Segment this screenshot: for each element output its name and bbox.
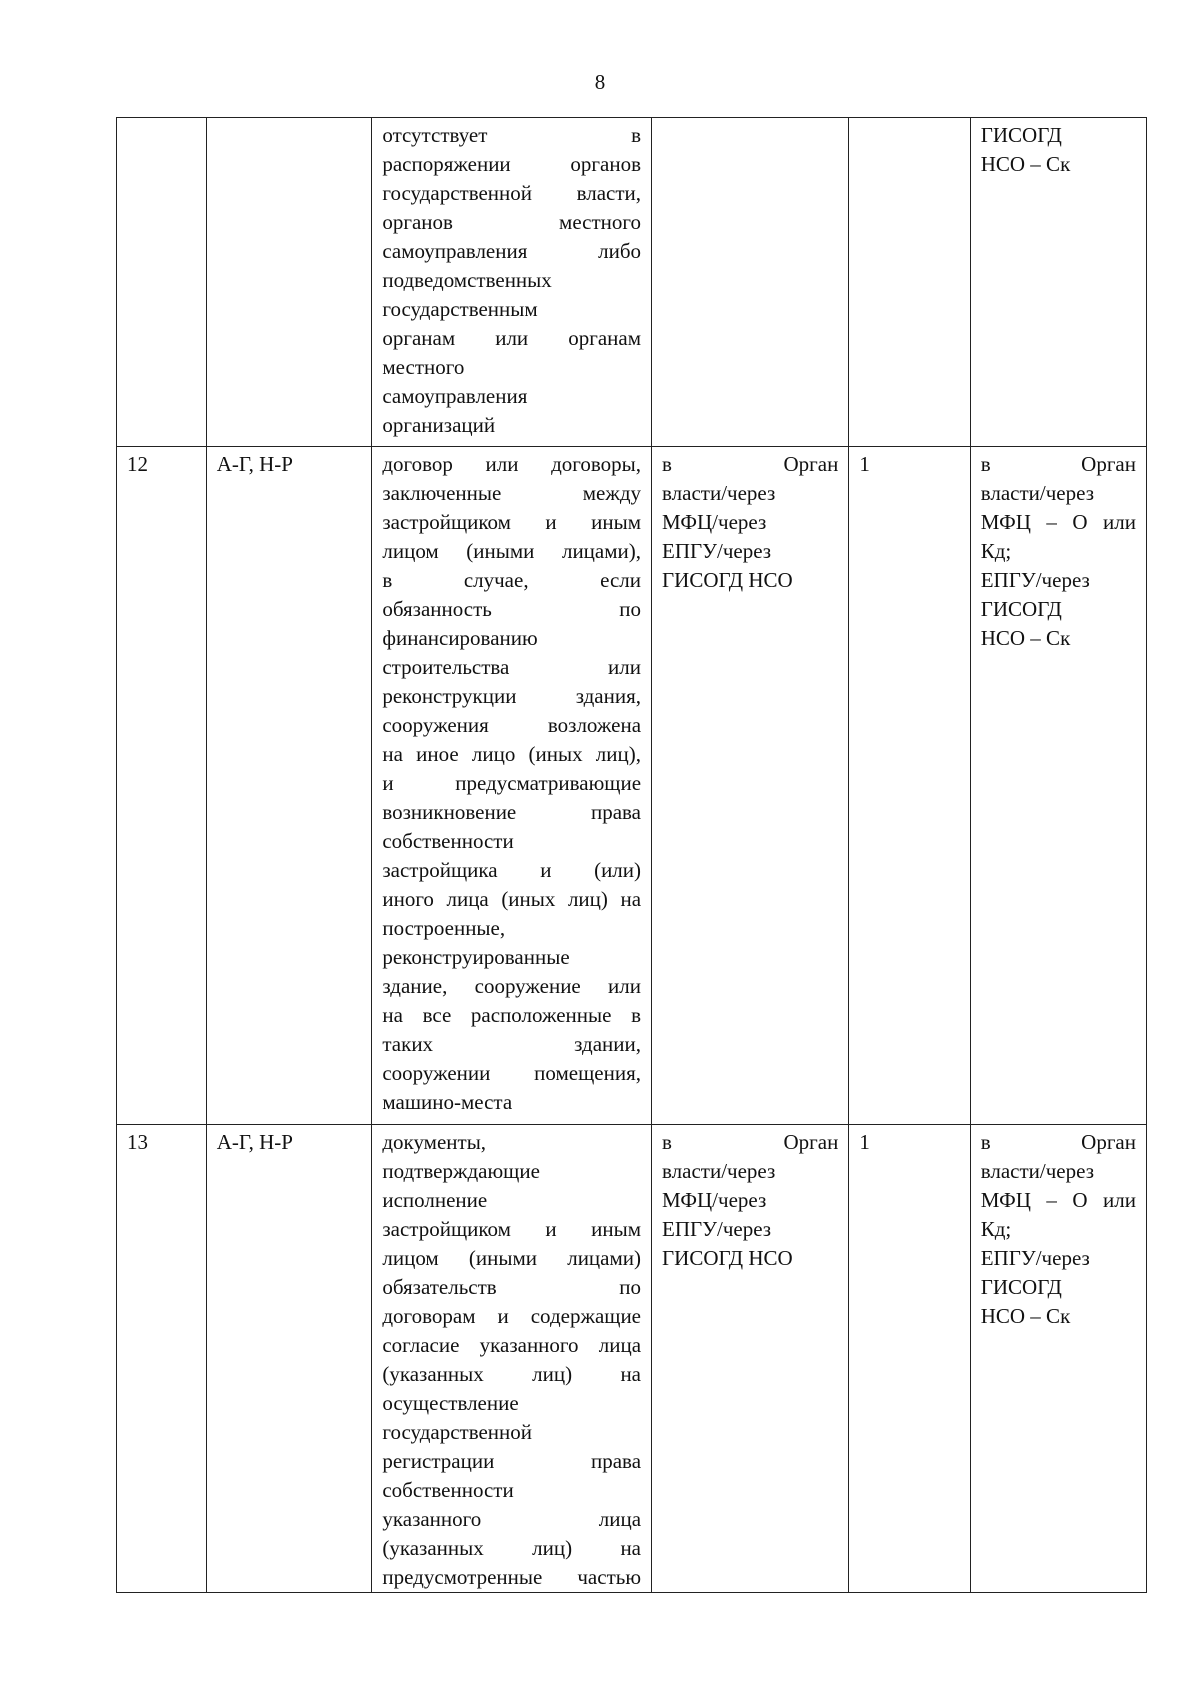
cell-text-line: органам или органам — [382, 326, 642, 350]
cell-text-line: застройщика и (или) — [382, 858, 642, 882]
cell-quantity: 1 — [849, 1125, 970, 1593]
cell-text-line: подтверждающие — [382, 1159, 540, 1183]
cell-text-line: согласие указанного лица — [382, 1333, 642, 1357]
cell-text-line: подведомственных — [382, 268, 552, 292]
cell-text-line: строительства или — [382, 655, 642, 679]
cell-text-line: организаций — [382, 413, 496, 437]
cell-text-line: Кд; — [980, 539, 1012, 563]
cell-text-line: МФЦ/через — [662, 1188, 767, 1212]
cell-quantity: 1 — [849, 447, 970, 1125]
cell-text-line: реконструкции здания, — [382, 684, 642, 708]
cell-text-line: НСО – Ск — [980, 1304, 1071, 1328]
cell-text-line: исполнение — [382, 1188, 488, 1212]
cell-text-line: обязанность по — [382, 597, 642, 621]
cell-text-line: местного — [382, 355, 465, 379]
cell-text-line: ГИСОГД — [980, 123, 1062, 147]
cell-document — [372, 447, 652, 1125]
cell-text-line: договорам и содержащие — [382, 1304, 642, 1328]
cell-submission-method — [652, 118, 849, 447]
cell-text-line: ГИСОГД — [980, 597, 1062, 621]
cell-text-line: власти/через — [662, 1159, 776, 1183]
cell-text-line: органов местного — [382, 210, 642, 234]
cell-text-line: ЕПГУ/через — [662, 539, 772, 563]
cell-document — [372, 118, 652, 447]
cell-text-line: лицом (иными лицами) — [382, 1246, 642, 1270]
cell-number: 13 — [117, 1125, 207, 1593]
cell-text-line: ГИСОГД НСО — [662, 568, 793, 592]
cell-text-line: здание, сооружение или — [382, 974, 642, 998]
documents-table-body — [117, 118, 1147, 1593]
cell-text-line: МФЦ – О или — [980, 1188, 1136, 1212]
cell-text-line: отсутствует в — [382, 123, 642, 147]
cell-category: А-Г, Н-Р — [206, 447, 372, 1125]
cell-text-line: (указанных лиц) на — [382, 1362, 642, 1386]
cell-text-line: реконструированные — [382, 945, 570, 969]
table-row — [117, 1125, 1147, 1593]
cell-text-line: собственности — [382, 829, 514, 853]
cell-text-line: застройщиком и иным — [382, 510, 642, 534]
cell-text-line: на все расположенные в — [382, 1003, 642, 1027]
documents-table — [116, 117, 1147, 1593]
cell-text-line: лицом (иными лицами), — [382, 539, 642, 563]
cell-text-line: регистрации права — [382, 1449, 642, 1473]
cell-text-line: и предусматривающие — [382, 771, 642, 795]
cell-text-line: МФЦ – О или — [980, 510, 1136, 534]
cell-text-line: самоуправления либо — [382, 239, 642, 263]
cell-result-method — [970, 447, 1146, 1125]
cell-text-line: иного лица (иных лиц) на — [382, 887, 642, 911]
cell-text-line: предусмотренные частью — [382, 1565, 642, 1589]
cell-text-line: в Орган — [662, 1130, 839, 1154]
cell-document — [372, 1125, 652, 1593]
cell-text-line: заключенные между — [382, 481, 642, 505]
cell-text-line: Кд; — [980, 1217, 1012, 1241]
cell-text-line: в Орган — [980, 452, 1136, 476]
cell-text-line: указанного лица — [382, 1507, 642, 1531]
cell-text-line: ГИСОГД НСО — [662, 1246, 793, 1270]
cell-text-line: возникновение права — [382, 800, 642, 824]
cell-text-line: распоряжении органов — [382, 152, 642, 176]
cell-text-line: ЕПГУ/через — [980, 1246, 1090, 1270]
table-row — [117, 118, 1147, 447]
cell-submission-method — [652, 1125, 849, 1593]
cell-text-line: собственности — [382, 1478, 514, 1502]
cell-text-line: застройщиком и иным — [382, 1217, 642, 1241]
cell-text-line: договор или договоры, — [382, 452, 642, 476]
cell-text-line: на иное лицо (иных лиц), — [382, 742, 642, 766]
page-number: 8 — [594, 70, 606, 94]
cell-text-line: государственным — [382, 297, 538, 321]
cell-text-line: власти/через — [662, 481, 776, 505]
cell-text-line: власти/через — [980, 481, 1094, 505]
cell-quantity — [849, 118, 970, 447]
cell-text-line: ЕПГУ/через — [662, 1217, 772, 1241]
cell-text-line: МФЦ/через — [662, 510, 767, 534]
cell-text-line: в Орган — [662, 452, 839, 476]
cell-text-line: ГИСОГД — [980, 1275, 1062, 1299]
cell-category — [206, 118, 372, 447]
cell-text-line: государственной — [382, 1420, 533, 1444]
cell-submission-method — [652, 447, 849, 1125]
cell-text-line: ЕПГУ/через — [980, 568, 1090, 592]
cell-category: А-Г, Н-Р — [206, 1125, 372, 1593]
cell-text-line: самоуправления — [382, 384, 528, 408]
cell-text-line: НСО – Ск — [980, 152, 1071, 176]
cell-number: 12 — [117, 447, 207, 1125]
cell-result-method — [970, 1125, 1146, 1593]
cell-text-line: НСО – Ск — [980, 626, 1071, 650]
cell-number — [117, 118, 207, 447]
cell-result-method — [970, 118, 1146, 447]
cell-text-line: обязательств по — [382, 1275, 642, 1299]
cell-text-line: построенные, — [382, 916, 506, 940]
table-row — [117, 447, 1147, 1125]
cell-text-line: сооружении помещения, — [382, 1061, 642, 1085]
cell-text-line: машино-места — [382, 1090, 513, 1114]
cell-text-line: (указанных лиц) на — [382, 1536, 642, 1560]
cell-text-line: таких здании, — [382, 1032, 642, 1056]
cell-text-line: государственной власти, — [382, 181, 642, 205]
cell-text-line: осуществление — [382, 1391, 519, 1415]
cell-text-line: документы, — [382, 1130, 487, 1154]
cell-text-line: финансированию — [382, 626, 538, 650]
cell-text-line: сооружения возложена — [382, 713, 642, 737]
cell-text-line: власти/через — [980, 1159, 1094, 1183]
cell-text-line: в Орган — [980, 1130, 1136, 1154]
cell-text-line: в случае, если — [382, 568, 642, 592]
